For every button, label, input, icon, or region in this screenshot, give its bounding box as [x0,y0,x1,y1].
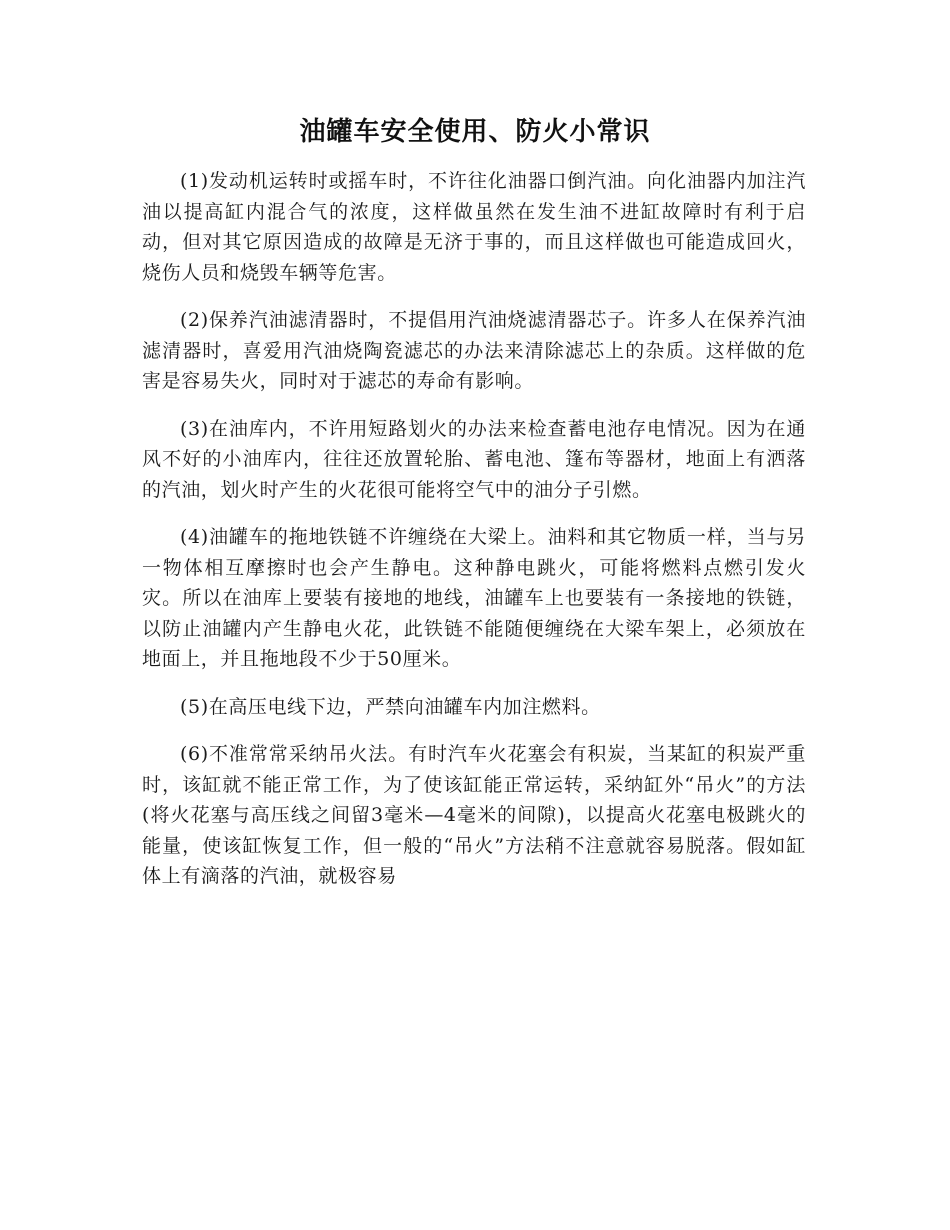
paragraph-2: (2)保养汽油滤清器时，不提倡用汽油烧滤清器芯子。许多人在保养汽油滤清器时，喜爱用汽油烧陶瓷滤芯的办法来清除滤芯上的杂质。这样做的危害是容易失火，同时对于滤芯的寿命有影响。 [142,309,806,392]
paragraph-5: (5)在高压电线下边，严禁向油罐车内加注燃料。 [180,695,601,718]
document-body [142,166,806,909]
paragraph-1: (1)发动机运转时或摇车时，不许往化油器口倒汽油。向化油器内加注汽油以提高缸内混合气的浓度，这样做虽然在发生油不进缸故障时有利于启动，但对其它原因造成的故障是无济于事的，而且这样做也可能造成回火，烧伤人员和烧毁车辆等危害。 [142,170,806,284]
document-title: 油罐车安全使用、防火小常识 [299,117,651,147]
paragraph-6: (6)不准常常采纳吊火法。有时汽车火花塞会有积炭，当某缸的积炭严重时，该缸就不能正常工作，为了使该缸能正常运转，采纳缸外“吊火”的方法(将火花塞与高压线之间留3毫米—4毫米的间隙)，以提高火花塞电极跳火的能量，使该缸恢复工作，但一般的“吊火”方法稍不注意就容易脱落。假如缸体上有滴落的汽油，就极容易 [142,743,806,887]
paragraph-4: (4)油罐车的拖地铁链不许缠绕在大梁上。油料和其它物质一样，当与另一物体相互摩擦时也会产生静电。这种静电跳火，可能将燃料点燃引发火灾。所以在油库上要装有接地的地线，油罐车上也要装有一条接地的铁链，以防止油罐内产生静电火花，此铁链不能随便缠绕在大梁车架上，必须放在地面上，并且拖地段不少于50厘米。 [142,526,806,670]
paragraph-3: (3)在油库内，不许用短路划火的办法来检查蓄电池存电情况。因为在通风不好的小油库内，往往还放置轮胎、蓄电池、篷布等器材，地面上有洒落的汽油，划火时产生的火花很可能将空气中的油分子引燃。 [142,417,806,501]
